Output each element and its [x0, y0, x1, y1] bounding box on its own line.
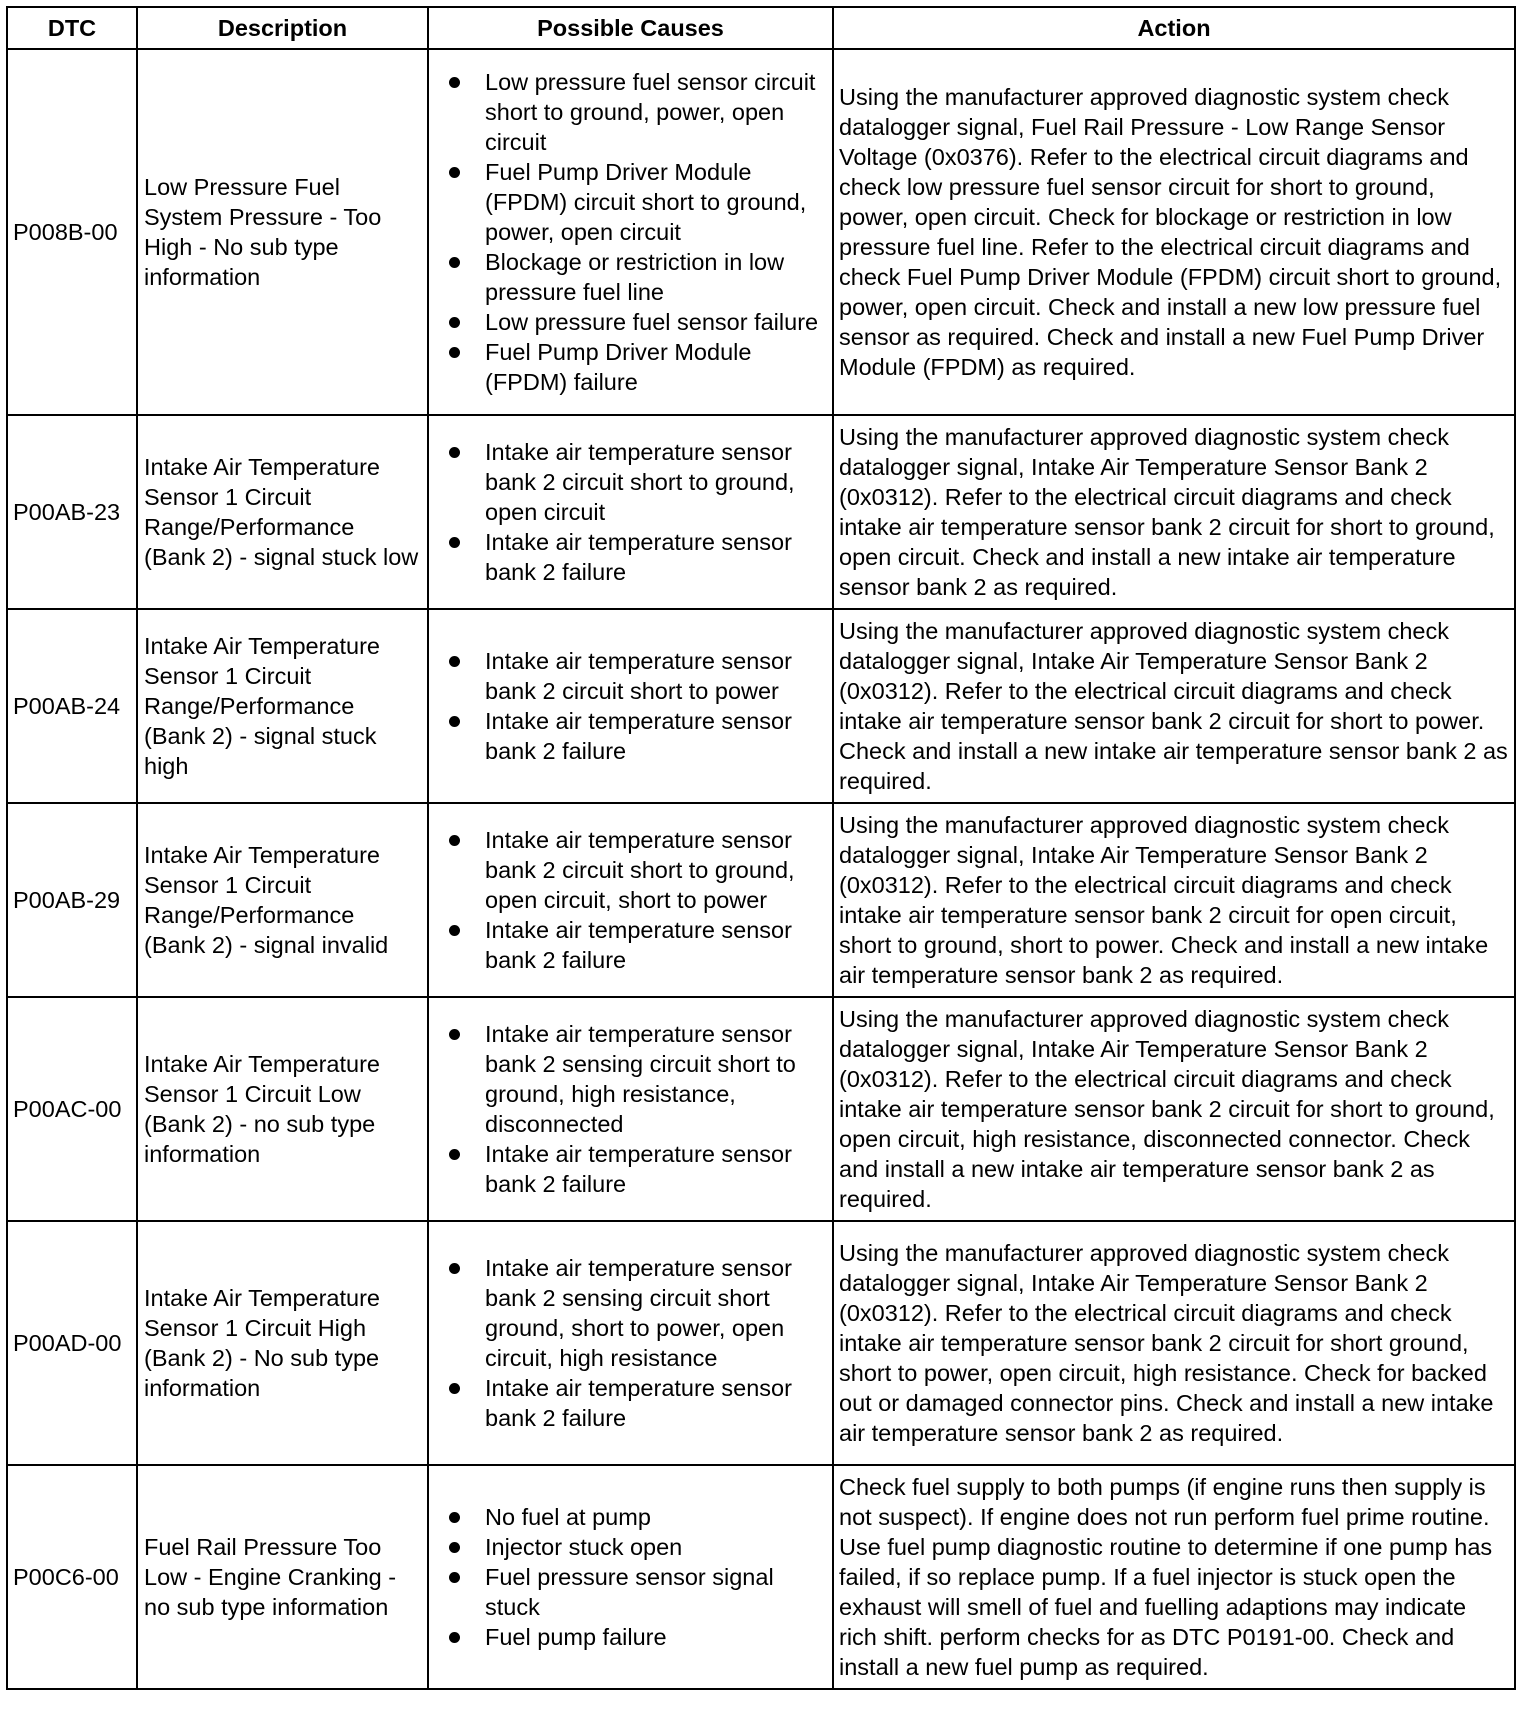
dtc-action: Using the manufacturer approved diagnostic system check datalogger signal, Intake Air Temperature Sensor Bank 2 (0x0312). Refer to the electrical circuit diagrams and check intake air temperature sensor bank 2 circuit for short to ground, open circuit. Check and install a new intake air temperature sensor bank 2 as required.	[833, 415, 1515, 609]
dtc-code: P00AD-00	[7, 1221, 137, 1465]
cause-list	[449, 67, 826, 397]
dtc-description: Low Pressure Fuel System Pressure - Too High - No sub type information	[137, 49, 428, 415]
cause-item: Intake air temperature sensor bank 2 sensing circuit short ground, short to power, open circuit, high resistance	[449, 1253, 826, 1373]
cause-item: Fuel pump failure	[449, 1622, 826, 1652]
cause-item: Intake air temperature sensor bank 2 failure	[449, 915, 826, 975]
dtc-action: Using the manufacturer approved diagnostic system check datalogger signal, Intake Air Temperature Sensor Bank 2 (0x0312). Refer to the electrical circuit diagrams and check intake air temperature sensor bank 2 circuit for short ground, short to power, open circuit, high resistance. Check for backed out or damaged connector pins. Check and install a new intake air temperature sensor bank 2 as required.	[833, 1221, 1515, 1465]
possible-causes	[428, 997, 833, 1221]
dtc-description: Intake Air Temperature Sensor 1 Circuit High (Bank 2) - No sub type information	[137, 1221, 428, 1465]
dtc-description: Intake Air Temperature Sensor 1 Circuit Low (Bank 2) - no sub type information	[137, 997, 428, 1221]
cause-list	[449, 646, 826, 766]
table-body	[7, 49, 1515, 1689]
cause-item: Low pressure fuel sensor circuit short to ground, power, open circuit	[449, 67, 826, 157]
dtc-table	[6, 6, 1516, 1690]
dtc-action: Using the manufacturer approved diagnostic system check datalogger signal, Intake Air Temperature Sensor Bank 2 (0x0312). Refer to the electrical circuit diagrams and check intake air temperature sensor bank 2 circuit for short to ground, open circuit, high resistance, disconnected connector. Check and install a new intake air temperature sensor bank 2 as required.	[833, 997, 1515, 1221]
cause-item: Low pressure fuel sensor failure	[449, 307, 826, 337]
dtc-description: Intake Air Temperature Sensor 1 Circuit Range/Performance (Bank 2) - signal invalid	[137, 803, 428, 997]
cause-item: Intake air temperature sensor bank 2 failure	[449, 527, 826, 587]
dtc-description: Intake Air Temperature Sensor 1 Circuit Range/Performance (Bank 2) - signal stuck high	[137, 609, 428, 803]
cause-list	[449, 1253, 826, 1433]
cause-item: Intake air temperature sensor bank 2 sensing circuit short to ground, high resistance, disconnected	[449, 1019, 826, 1139]
cause-item: Fuel pressure sensor signal stuck	[449, 1562, 826, 1622]
dtc-action: Using the manufacturer approved diagnostic system check datalogger signal, Intake Air Temperature Sensor Bank 2 (0x0312). Refer to the electrical circuit diagrams and check intake air temperature sensor bank 2 circuit for short to power. Check and install a new intake air temperature sensor bank 2 as required.	[833, 609, 1515, 803]
table-row	[7, 1221, 1515, 1465]
header-dtc: DTC	[7, 7, 137, 49]
possible-causes	[428, 803, 833, 997]
table-row	[7, 415, 1515, 609]
cause-list	[449, 1019, 826, 1199]
cause-list	[449, 437, 826, 587]
dtc-code: P00AB-24	[7, 609, 137, 803]
possible-causes	[428, 1221, 833, 1465]
header-action: Action	[833, 7, 1515, 49]
possible-causes	[428, 1465, 833, 1689]
dtc-action: Check fuel supply to both pumps (if engine runs then supply is not suspect). If engine does not run perform fuel prime routine. Use fuel pump diagnostic routine to determine if one pump has failed, if so replace pump. If a fuel injector is stuck open the exhaust will smell of fuel and fuelling adaptions may indicate rich shift. perform checks for as DTC P0191-00. Check and install a new fuel pump as required.	[833, 1465, 1515, 1689]
dtc-action: Using the manufacturer approved diagnostic system check datalogger signal, Intake Air Temperature Sensor Bank 2 (0x0312). Refer to the electrical circuit diagrams and check intake air temperature sensor bank 2 circuit for open circuit, short to ground, short to power. Check and install a new intake air temperature sensor bank 2 as required.	[833, 803, 1515, 997]
cause-item: Intake air temperature sensor bank 2 failure	[449, 1373, 826, 1433]
table-row	[7, 803, 1515, 997]
dtc-action: Using the manufacturer approved diagnostic system check datalogger signal, Fuel Rail Pressure - Low Range Sensor Voltage (0x0376). Refer to the electrical circuit diagrams and check low pressure fuel sensor circuit for short to ground, power, open circuit. Check for blockage or restriction in low pressure fuel line. Refer to the electrical circuit diagrams and check Fuel Pump Driver Module (FPDM) circuit short to ground, power, open circuit. Check and install a new low pressure fuel sensor as required. Check and install a new Fuel Pump Driver Module (FPDM) as required.	[833, 49, 1515, 415]
cause-item: No fuel at pump	[449, 1502, 826, 1532]
table-row	[7, 49, 1515, 415]
dtc-code: P00AC-00	[7, 997, 137, 1221]
cause-item: Fuel Pump Driver Module (FPDM) failure	[449, 337, 826, 397]
cause-item: Intake air temperature sensor bank 2 circuit short to ground, open circuit, short to power	[449, 825, 826, 915]
dtc-code: P008B-00	[7, 49, 137, 415]
dtc-description: Fuel Rail Pressure Too Low - Engine Cranking - no sub type information	[137, 1465, 428, 1689]
cause-item: Fuel Pump Driver Module (FPDM) circuit short to ground, power, open circuit	[449, 157, 826, 247]
cause-item: Intake air temperature sensor bank 2 circuit short to power	[449, 646, 826, 706]
dtc-description: Intake Air Temperature Sensor 1 Circuit Range/Performance (Bank 2) - signal stuck low	[137, 415, 428, 609]
header-possible-causes: Possible Causes	[428, 7, 833, 49]
header-description: Description	[137, 7, 428, 49]
possible-causes	[428, 415, 833, 609]
cause-item: Intake air temperature sensor bank 2 failure	[449, 706, 826, 766]
possible-causes	[428, 609, 833, 803]
cause-list	[449, 1502, 826, 1652]
dtc-code: P00AB-23	[7, 415, 137, 609]
table-row	[7, 1465, 1515, 1689]
dtc-code: P00AB-29	[7, 803, 137, 997]
cause-item: Injector stuck open	[449, 1532, 826, 1562]
header-row	[7, 7, 1515, 49]
dtc-code: P00C6-00	[7, 1465, 137, 1689]
cause-item: Intake air temperature sensor bank 2 circuit short to ground, open circuit	[449, 437, 826, 527]
possible-causes	[428, 49, 833, 415]
table-row	[7, 997, 1515, 1221]
table-row	[7, 609, 1515, 803]
cause-list	[449, 825, 826, 975]
cause-item: Blockage or restriction in low pressure fuel line	[449, 247, 826, 307]
cause-item: Intake air temperature sensor bank 2 failure	[449, 1139, 826, 1199]
